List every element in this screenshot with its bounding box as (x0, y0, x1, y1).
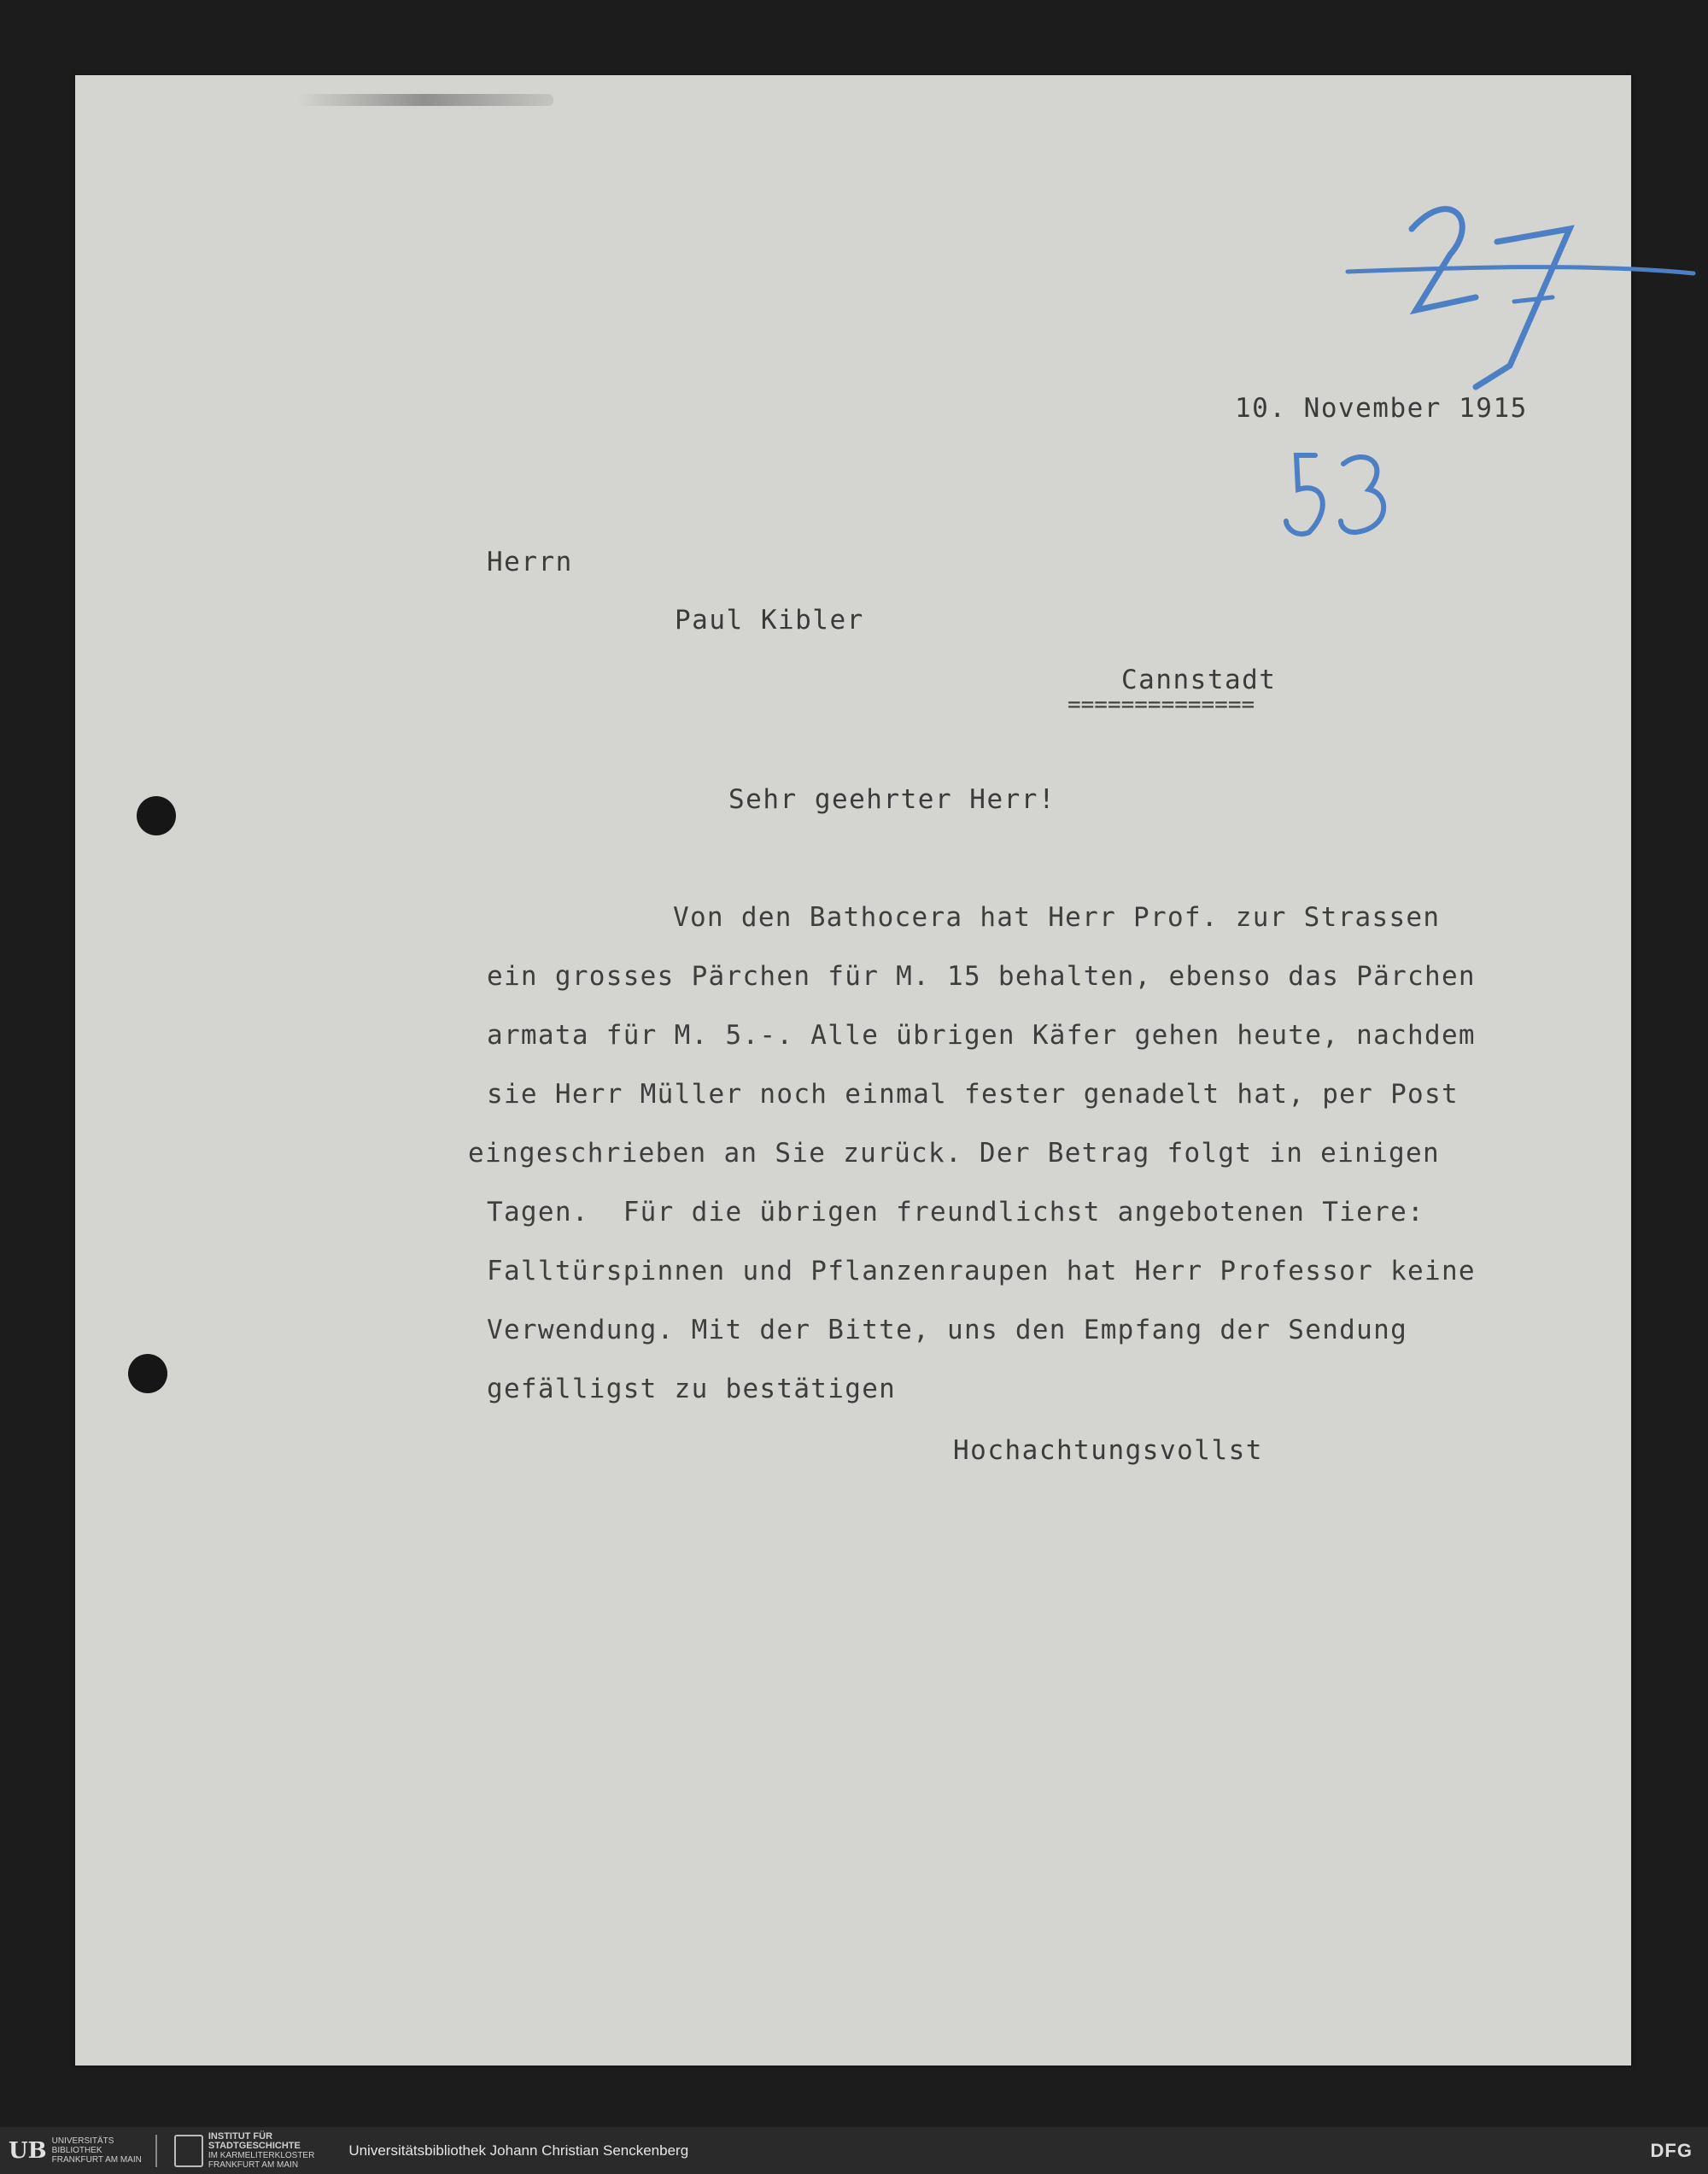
institut-logo-line: FRANKFURT AM MAIN (208, 2159, 299, 2170)
letter-closing: Hochachtungsvollst (953, 1435, 1263, 1466)
institut-logo-line: IM KARMELITERKLOSTER (208, 2150, 315, 2160)
footer-bar (0, 2127, 1708, 2174)
ub-logo-mark: UB (9, 2137, 47, 2164)
ink-smudge (297, 94, 553, 106)
body-line: Verwendung. Mit der Bitte, uns den Empfang der Sendung (487, 1315, 1408, 1345)
institut-logo-text (208, 2132, 314, 2170)
recipient-name: Paul Kibler (675, 605, 864, 636)
institut-logo (171, 2132, 314, 2170)
handwritten-53-mark (1262, 442, 1399, 545)
dfg-logo: DFG (1650, 2139, 1693, 2161)
letter-page (75, 75, 1631, 2066)
institut-logo-line: STADTGESCHICHTE (208, 2140, 301, 2151)
city-underline: ============== (1068, 692, 1255, 718)
body-line: eingeschrieben an Sie zurück. Der Betrag folgt in einigen (468, 1138, 1440, 1169)
ub-logo-text (52, 2136, 142, 2165)
institut-crest-icon (174, 2135, 203, 2167)
body-line: Tagen. Für die übrigen freundlichst angebotenen Tiere: (487, 1197, 1424, 1228)
footer-title: Universitätsbibliothek Johann Christian Senckenberg (348, 2142, 689, 2159)
body-line: ein grosses Pärchen für M. 15 behalten, ebenso das Pärchen (487, 961, 1476, 992)
body-line: Falltürspinnen und Pflanzenraupen hat Herr Professor keine (487, 1256, 1476, 1286)
letter-date: 10. November 1915 (1235, 393, 1528, 424)
recipient-city: Cannstadt (1121, 665, 1277, 695)
letter-greeting: Sehr geehrter Herr! (728, 784, 1056, 815)
body-line: armata für M. 5.-. Alle übrigen Käfer gehen heute, nachdem (487, 1020, 1476, 1051)
ub-logo-line: UNIVERSITÄTS (51, 2136, 114, 2146)
body-line: sie Herr Müller noch einmal fester genadelt hat, per Post (487, 1079, 1459, 1110)
punch-hole-bottom (128, 1354, 167, 1393)
ub-logo (0, 2136, 142, 2165)
salutation-line: Herrn (487, 547, 573, 577)
footer-divider (155, 2135, 157, 2167)
ub-logo-line: BIBLIOTHEK (51, 2146, 102, 2155)
institut-logo-line: INSTITUT FÜR (208, 2130, 273, 2142)
body-line: gefälligst zu bestätigen (487, 1374, 897, 1404)
body-line: Von den Bathocera hat Herr Prof. zur Strassen (673, 902, 1441, 933)
ub-logo-line: FRANKFURT AM MAIN (51, 2155, 142, 2165)
punch-hole-top (137, 796, 176, 835)
